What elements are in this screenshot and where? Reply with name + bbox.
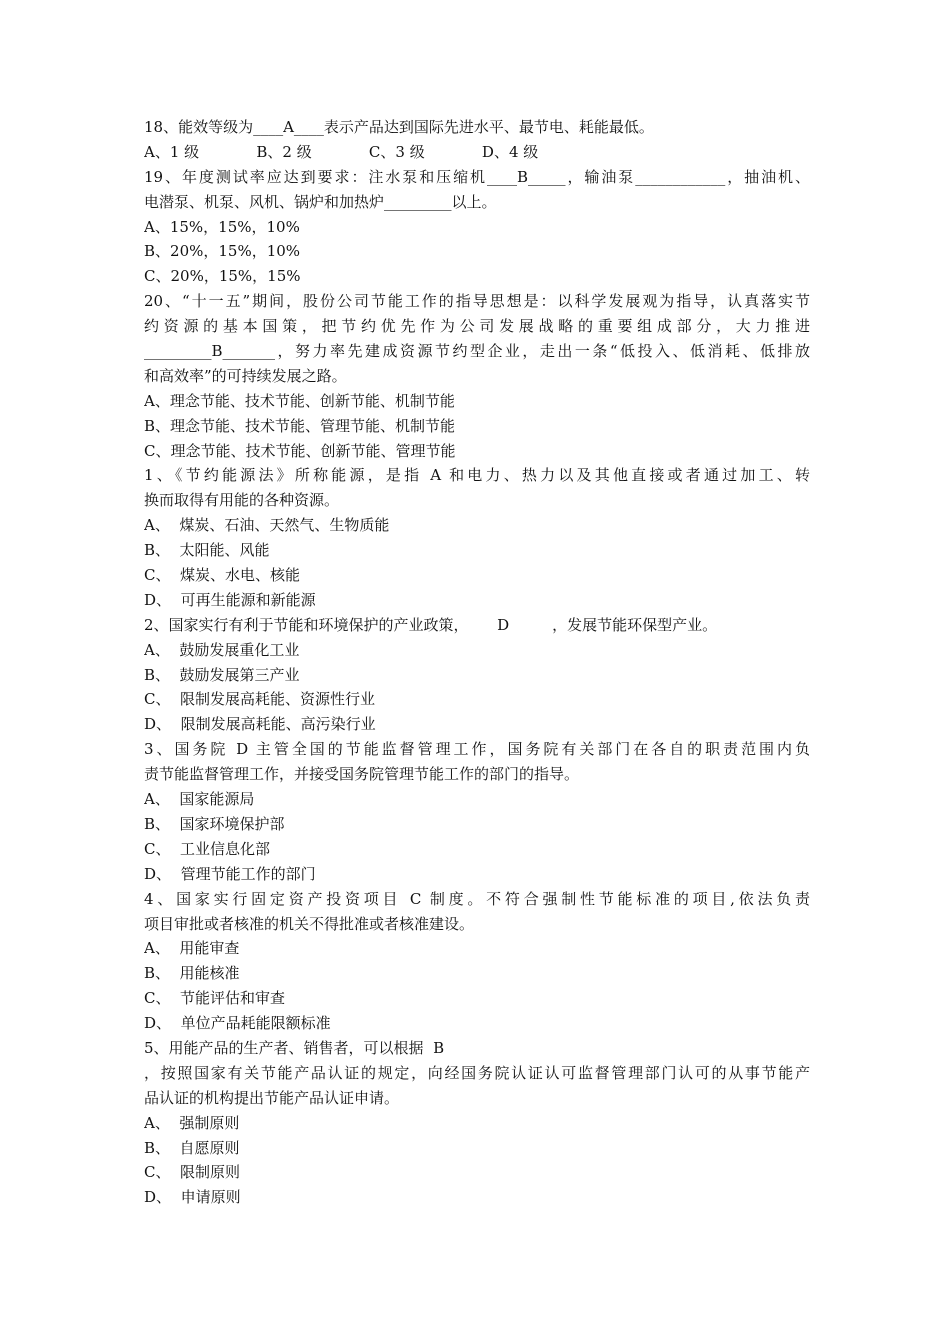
text-line: A、 煤炭、石油、天然气、生物质能 bbox=[144, 516, 390, 535]
text-line: B、 国家环境保护部 bbox=[144, 814, 285, 833]
text-line: C、20%，15%，15% bbox=[144, 267, 301, 286]
text-line: C、 限制原则 bbox=[144, 1163, 241, 1182]
text-line: 20、“十一五”期间，股份公司节能工作的指导思想是：以科学发展观为指导，认真落实节 bbox=[144, 292, 810, 311]
text-line: 责节能监督管理工作，并接受国务院管理节能工作的部门的指导。 bbox=[144, 765, 580, 784]
text-line: 和高效率”的可持续发展之路。 bbox=[144, 366, 347, 385]
text-line: _________B_______，努力率先建成资源节约型企业，走出一条“低投入、低消耗、低排放 bbox=[144, 342, 810, 361]
text-line: C、理念节能、技术节能、创新节能、管理节能 bbox=[144, 441, 456, 460]
text-line: B、20%，15%，10% bbox=[144, 242, 301, 261]
text-line: B、 自愿原则 bbox=[144, 1138, 240, 1157]
text-line: 2、国家实行有利于节能和环境保护的产业政策， D ，发展节能环保型产业。 bbox=[144, 615, 718, 634]
text-line: D、 申请原则 bbox=[144, 1188, 241, 1207]
text-line: C、 节能评估和审查 bbox=[144, 989, 286, 1008]
text-line: A、 强制原则 bbox=[144, 1113, 240, 1132]
text-line: 换而取得有用能的各种资源。 bbox=[144, 491, 340, 510]
text-line: C、 煤炭、水电、核能 bbox=[144, 566, 301, 585]
text-line: C、 限制发展高耗能、资源性行业 bbox=[144, 690, 376, 709]
text-line: 19、年度测试率应达到要求：注水泵和压缩机____B_____，输油泵____________，抽油机、 bbox=[144, 167, 810, 186]
text-line: 18、能效等级为____A____表示产品达到国际先进水平、最节电、耗能最低。 bbox=[144, 118, 654, 136]
text-line: 项目审批或者核准的机关不得批准或者核准建设。 bbox=[144, 914, 475, 933]
text-line: A、15%，15%，10% bbox=[144, 217, 300, 236]
text-line: B、理念节能、技术节能、管理节能、机制节能 bbox=[144, 416, 456, 435]
text-line: D、 限制发展高耗能、高污染行业 bbox=[144, 715, 376, 734]
text-line: 约资源的基本国策，把节约优先作为公司发展战略的重要组成部分，大力推进 bbox=[144, 317, 810, 336]
text-line: 5、用能产品的生产者、销售者，可以根据 B bbox=[144, 1038, 445, 1057]
text-line: D、 管理节能工作的部门 bbox=[144, 864, 316, 883]
text-line: D、 单位产品耗能限额标准 bbox=[144, 1014, 331, 1033]
text-line: A、 鼓励发展重化工业 bbox=[144, 640, 300, 659]
text-line: B、 太阳能、风能 bbox=[144, 541, 270, 560]
text-line: 1、《节约能源法》所称能源，是指 A 和电力、热力以及其他直接或者通过加工、转 bbox=[144, 466, 810, 485]
text-line: A、理念节能、技术节能、创新节能、机制节能 bbox=[144, 391, 455, 410]
text-line: 3、国务院 D 主管全国的节能监督管理工作，国务院有关部门在各自的职责范围内负 bbox=[144, 740, 810, 759]
text-line: 4、国家实行固定资产投资项目 C 制度。不符合强制性节能标准的项目,依法负责 bbox=[144, 889, 810, 908]
text-line: B、 鼓励发展第三产业 bbox=[144, 665, 300, 684]
text-line: ，按照国家有关节能产品认证的规定，向经国务院认证认可监督管理部门认可的从事节能产 bbox=[144, 1063, 810, 1082]
document-body bbox=[144, 115, 810, 1210]
text-line: C、 工业信息化部 bbox=[144, 839, 271, 858]
text-line: 品认证的机构提出节能产品认证申请。 bbox=[144, 1088, 400, 1107]
text-line: D、 可再生能源和新能源 bbox=[144, 590, 316, 609]
text-line: A、 国家能源局 bbox=[144, 790, 255, 809]
text-line: B、 用能核准 bbox=[144, 964, 240, 983]
text-line: A、1 级 B、2 级 C、3 级 D、4 级 bbox=[144, 142, 539, 161]
text-line: A、 用能审查 bbox=[144, 939, 240, 958]
text-line: 电潜泵、机泵、风机、锅炉和加热炉_________以上。 bbox=[144, 192, 497, 211]
